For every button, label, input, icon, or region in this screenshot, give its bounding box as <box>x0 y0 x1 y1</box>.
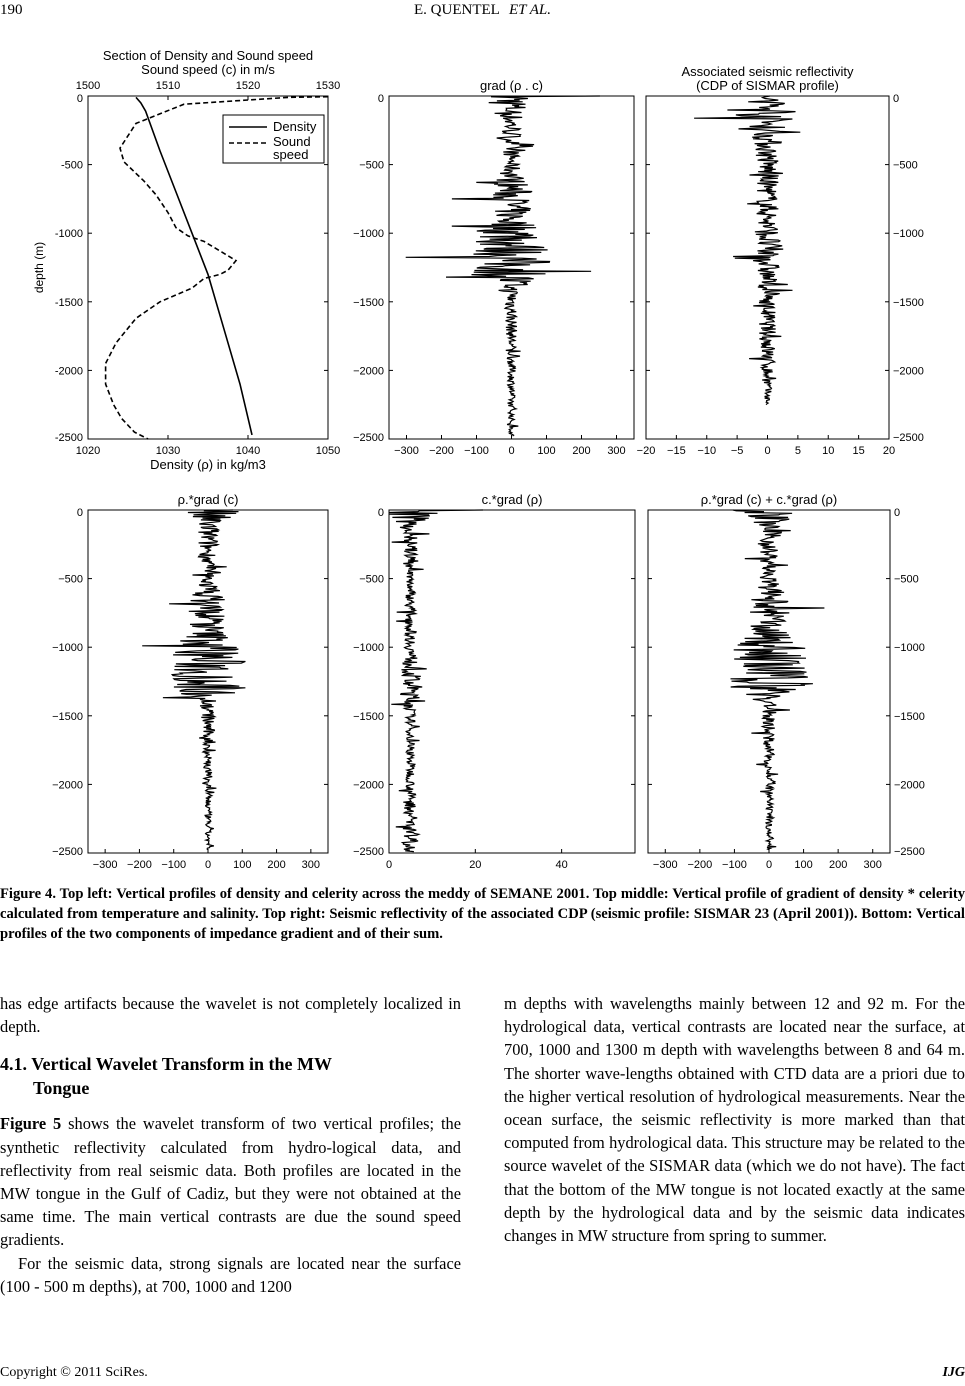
trace-line <box>142 510 245 850</box>
y-tick-label: −500 <box>893 159 918 172</box>
legend-label: Sound <box>273 134 311 149</box>
x-tick-label: 15 <box>852 445 865 457</box>
y-tick-label: −2000 <box>353 779 384 792</box>
y-tick-label: 0 <box>377 507 384 519</box>
section-heading <box>0 1052 461 1100</box>
y-tick-label: −2000 <box>353 365 384 378</box>
x-top-tick-label: 1500 <box>75 80 101 92</box>
journal-name: IJG <box>942 1365 965 1380</box>
plot-frame <box>389 510 635 853</box>
x-tick-label: 1030 <box>155 445 181 457</box>
legend-label: Density <box>273 119 317 134</box>
trace-line <box>694 96 800 405</box>
y-tick-label: 0 <box>894 507 901 519</box>
x-tick-label: 200 <box>267 859 286 871</box>
y-tick-label: −1000 <box>52 642 83 655</box>
y-tick-label: 0 <box>76 93 83 105</box>
section-title-line2: Tongue <box>33 1078 90 1099</box>
y-tick-label: -1500 <box>54 296 83 309</box>
paragraph: has edge artifacts because the wavelet is not completely localized in depth. <box>0 994 461 1037</box>
x-top-tick-label: 1520 <box>235 80 261 92</box>
x-tick-label: 0 <box>764 445 771 457</box>
x-tick-label: 20 <box>469 859 482 871</box>
x-tick-label: 200 <box>572 445 591 457</box>
x-top-tick-label: 1530 <box>315 80 341 92</box>
y-tick-label: −1500 <box>893 296 924 309</box>
x-tick-label: 100 <box>794 859 813 871</box>
x-axis-label: Density (ρ) in kg/m3 <box>150 457 266 472</box>
panel-grad-rho-c <box>353 78 634 457</box>
x-tick-label: −200 <box>127 859 152 871</box>
figure-4 <box>0 30 965 878</box>
x-tick-label: 40 <box>555 859 568 871</box>
y-tick-label: −2500 <box>353 432 384 444</box>
x-tick-label: 300 <box>607 445 626 457</box>
x-tick-label: 100 <box>537 445 556 457</box>
chart-title: ρ.*grad (c) + c.*grad (ρ) <box>700 492 838 507</box>
chart-title: ρ.*grad (c) <box>177 492 239 507</box>
y-tick-label: -2000 <box>54 365 83 378</box>
y-tick-label: −1000 <box>353 642 384 655</box>
y-tick-label: −1000 <box>893 228 924 241</box>
y-tick-label: −1500 <box>52 710 83 723</box>
x-tick-label: −100 <box>722 859 747 871</box>
chart-subtitle: Sound speed (c) in m/s <box>141 62 275 77</box>
panel-c-grad-rho <box>353 492 635 871</box>
trace-line <box>406 96 600 436</box>
y-tick-label: −2000 <box>52 779 83 792</box>
chart-title: Section of Density and Sound speed <box>102 48 314 63</box>
right-column <box>504 992 965 1247</box>
trace-line <box>731 510 825 850</box>
x-tick-label: 0 <box>204 859 212 871</box>
x-tick-label: 300 <box>301 859 321 871</box>
section-title-line1: Vertical Wavelet Transform in the MW <box>31 1054 332 1075</box>
left-column <box>0 992 461 1298</box>
x-tick-label: 1050 <box>315 445 341 457</box>
y-tick-label: -2500 <box>54 432 83 444</box>
y-tick-label: -1000 <box>54 228 83 241</box>
x-tick-label: −100 <box>161 859 187 871</box>
trace-line <box>389 510 483 852</box>
chart-subtitle: (CDP of SISMAR profile) <box>696 78 839 93</box>
x-tick-label: 0 <box>385 859 393 871</box>
figure-caption: Figure 4. Top left: Vertical profiles of density and celerity across the meddy of SEMANE 2001. Top middle: Vertical profile of gradient of density * celerity calculated from temperature and salinity. Top right: Seismic reflectivity of the associated CDP (seismic profile: SISMAR 23 (April 2001)). Bottom: Vertical profiles of the two components of impedance gradient and of their sum. <box>0 886 965 943</box>
x-tick-label: 200 <box>828 859 848 871</box>
y-tick-label: 0 <box>76 507 83 519</box>
y-tick-label: −2000 <box>894 779 925 792</box>
chart-title: Associated seismic reflectivity <box>681 64 854 79</box>
y-tick-label: −1500 <box>894 710 925 723</box>
x-tick-label: 100 <box>233 859 252 871</box>
y-tick-label: −1000 <box>894 642 925 655</box>
chart-title: c.*grad (ρ) <box>481 492 543 507</box>
running-title-authors: E. QUENTEL <box>414 2 500 18</box>
y-tick-label: −1000 <box>353 228 384 241</box>
x-tick-label: −10 <box>697 445 717 457</box>
panel-density-soundspeed <box>32 48 340 472</box>
paragraph <box>0 1112 461 1251</box>
chart-title: grad (ρ . c) <box>479 78 544 93</box>
panel-seismic-reflectivity <box>637 64 924 457</box>
x-tick-label: −300 <box>394 445 419 457</box>
y-tick-label: −2500 <box>893 432 924 444</box>
figure-reference: Figure 5 <box>0 1114 62 1134</box>
x-tick-label: 10 <box>822 445 835 457</box>
y-tick-label: −500 <box>58 573 83 586</box>
x-top-tick-label: 1510 <box>155 80 181 92</box>
x-tick-label: −200 <box>687 859 713 871</box>
y-tick-label: −2500 <box>52 846 83 858</box>
y-tick-label: −500 <box>359 573 384 586</box>
y-tick-label: −1500 <box>353 296 384 309</box>
x-tick-label: 1020 <box>75 445 101 457</box>
y-tick-label: −2500 <box>353 846 384 858</box>
legend-label: speed <box>273 147 309 162</box>
y-tick-label: -500 <box>60 159 83 172</box>
running-title <box>0 2 965 19</box>
panel-sum <box>648 492 925 871</box>
paragraph: For the seismic data, strong signals are located near the surface (100 - 500 m depths), at 700, 1000 and 1200 <box>0 1253 461 1296</box>
y-tick-label: −2500 <box>894 846 925 858</box>
copyright: Copyright © 2011 SciRes. <box>0 1365 148 1380</box>
x-tick-label: 5 <box>794 445 801 457</box>
running-title-etal: ET AL. <box>509 2 551 18</box>
panel-rho-grad-c <box>52 492 328 871</box>
y-tick-label: 0 <box>377 93 384 105</box>
y-tick-label: −1500 <box>353 710 384 723</box>
x-tick-label: −300 <box>92 859 118 871</box>
x-tick-label: 20 <box>882 445 896 457</box>
x-tick-label: 0 <box>765 859 773 871</box>
x-tick-label: −300 <box>652 859 678 871</box>
x-tick-label: −200 <box>429 445 454 457</box>
x-tick-label: −15 <box>667 445 686 457</box>
paragraph-text: shows the wavelet transform of two vertical profiles; the synthetic reflectivity calculated from hydro-logical data, and reflectivity from real seismic data. Both profiles are located in the MW tongue in the Gulf of Cadiz, but they were not obtained at the same time. The main vertical contrasts are due the sound speed gradients. <box>0 1114 461 1250</box>
x-tick-label: 300 <box>863 859 882 871</box>
y-tick-label: −2000 <box>893 365 924 378</box>
y-tick-label: −500 <box>359 159 384 172</box>
x-tick-label: −5 <box>730 445 744 457</box>
section-number: 4.1. <box>0 1054 27 1075</box>
x-tick-label: 0 <box>508 445 515 457</box>
y-tick-label: −500 <box>894 573 919 586</box>
paragraph: m depths with wavelengths mainly between 12 and 92 m. For the hydrological data, vertical contrasts are located near the surface, at 700, 1000 and 1300 m depth with wavelengths between 8 and 64 m. The shorter wave-lengths obtained with CTD data are a priori due to the higher vertical resolution of hydrological measurements. Near the ocean surface, the seismic reflectivity is more marked than that computed from hydrological data. This structure may be related to the source wavelet of the SISMAR data (which we do not have). The fact that the bottom of the MW tongue is not located exactly at the same depth by the hydrological data and by the seismic data indicates changes in MW structure from spring to summer. <box>504 994 965 1246</box>
x-tick-label: −20 <box>636 445 656 457</box>
y-tick-label: 0 <box>893 93 900 105</box>
x-tick-label: −100 <box>464 445 489 457</box>
page-number: 190 <box>0 2 23 18</box>
x-tick-label: 1040 <box>235 445 261 457</box>
y-axis-label: depth (m) <box>32 241 46 294</box>
